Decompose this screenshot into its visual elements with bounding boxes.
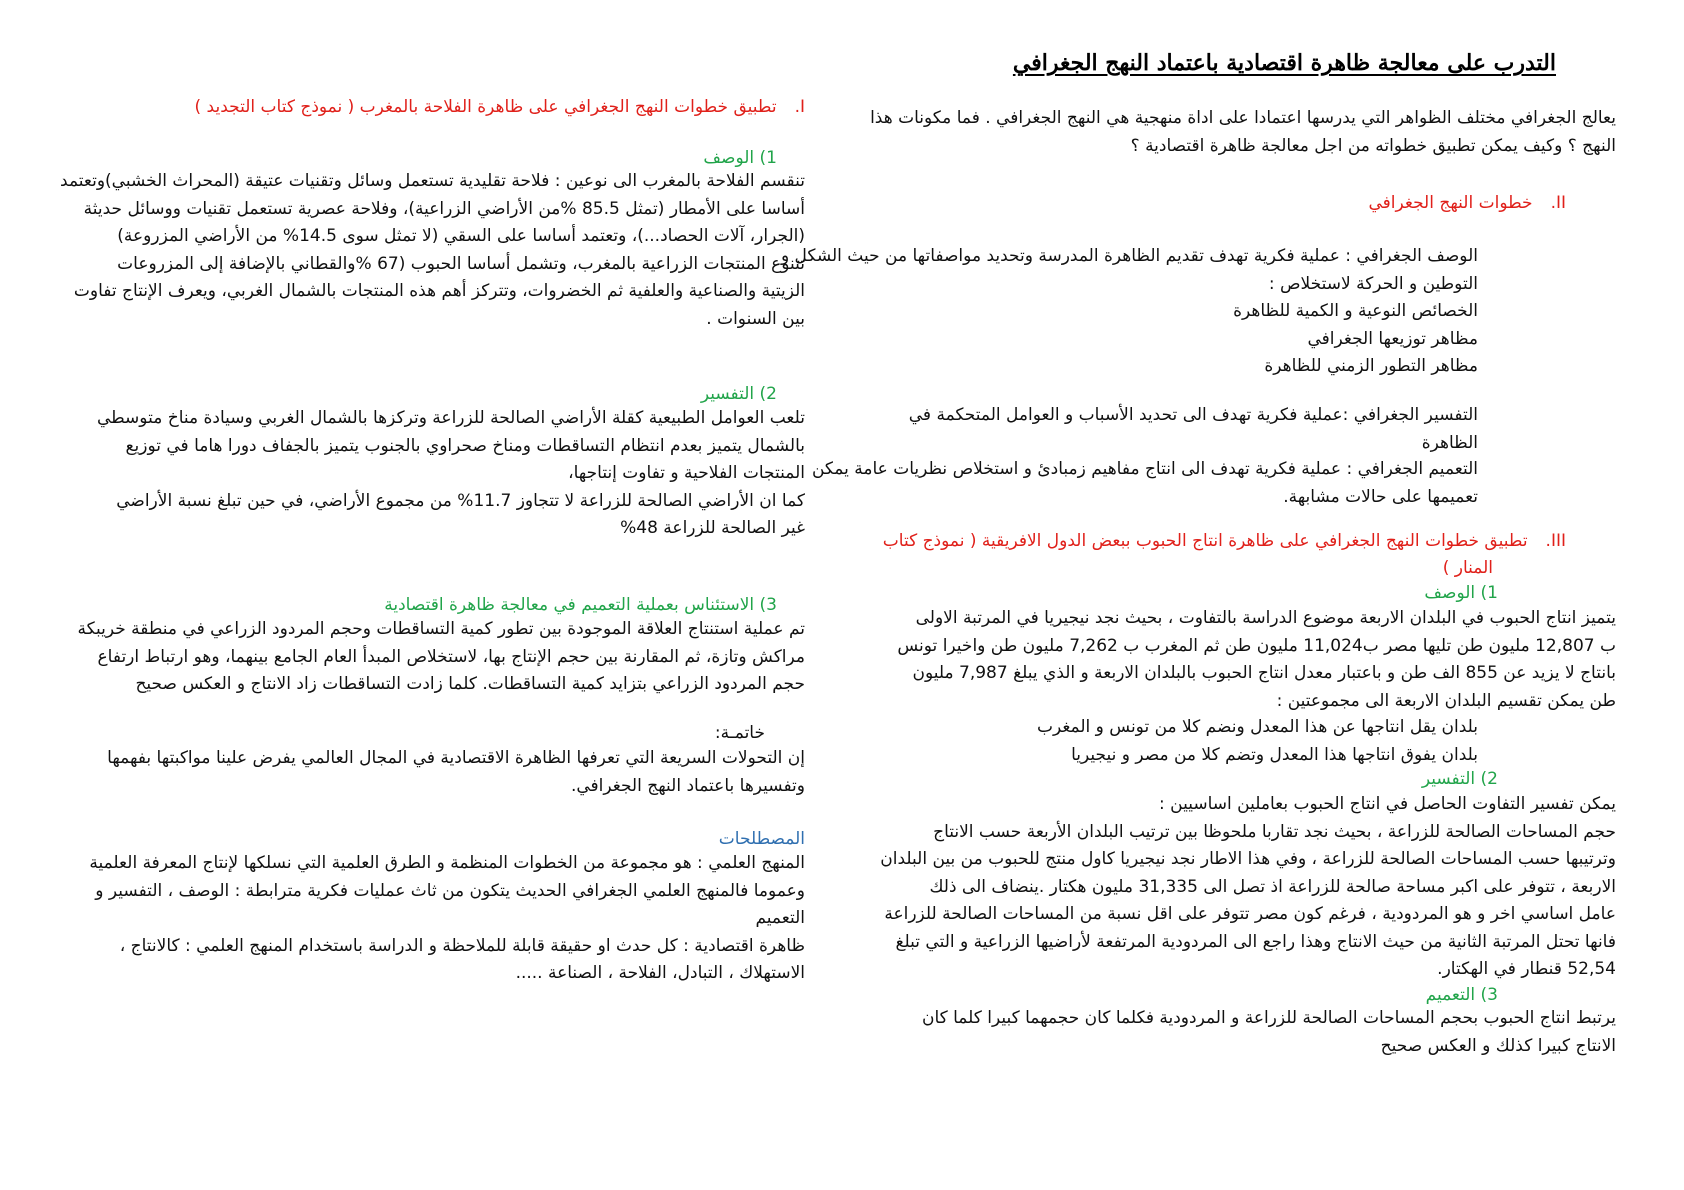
interpretation-definition: التفسير الجغرافي :عملية فكرية تهدف الى تحديد الأسباب و العوامل المتحكمة في الظاهرة (908, 405, 1478, 453)
text-line: وعموما فالمنهج العلمي الجغرافي الحديث يتكون من ثاث عمليات فكرية مترابطة : الوصف ، التفسير و (95, 880, 805, 901)
text-line: ظاهرة اقتصادية : كل حدث او حقيقة قابلة للملاحظة و الدراسة باستخدام المنهج العلمي : كالانتاج ، (119, 935, 805, 956)
page-title: التدرب على معالجة ظاهرة اقتصادية باعتماد النهج الجغرافي (1012, 50, 1556, 76)
terms-heading: المصطلحات (718, 829, 805, 849)
text-line: الخصائص النوعية و الكمية للظاهرة (1233, 301, 1478, 321)
text-line: عامل اساسي اخر و هو المردودية ، فرغم كون مصر تتوفر على اقل نسبة من المساحات الصالحة للزراعة (884, 904, 1616, 924)
text-line: تعميمها على حالات مشابهة. (1283, 486, 1478, 507)
country-groups (1037, 714, 1478, 769)
text-line: أساسا على الأمطار (تمثل 85.5 %من الأراضي الزراعية)، وفلاحة عصرية تستعمل تقنيات ووسائل حديثة (83, 198, 805, 219)
text-line: يمكن تفسير التفاوت الحاصل في انتاج الحبوب بعاملين اساسيين : (1159, 794, 1616, 814)
text-line: مظاهر توزيعها الجغرافي (1307, 328, 1478, 349)
text-line: تتنوع المنتجات الزراعية بالمغرب، وتشمل أساسا الحبوب (67 %والقطاني بالإضافة إلى المزروعات (117, 253, 805, 274)
section-number: III. (1545, 531, 1566, 551)
text-line: بين السنوات . (706, 308, 805, 329)
text-line: التوطين و الحركة لاستخلاص : (1268, 273, 1478, 294)
text-line: المنتجات الفلاحية و تفاوت إنتاجها، (568, 463, 805, 483)
text-line: النهج ؟ وكيف يمكن تطبيق خطواته من اجل معالجة ظاهرة اقتصادية ؟ (1130, 135, 1616, 156)
interpretation-paragraph (880, 791, 1616, 984)
text-line: يرتبط انتاج الحبوب بحجم المساحات الصالحة للزراعة و المردودية فكلما كان حجمهما كبيرا كلما كان (921, 1008, 1616, 1028)
text-line: 52,54 قنطار في الهكتار. (1437, 959, 1616, 979)
text-line: مراكش وتازة، ثم المقارنة بين حجم الإنتاج بها، لاستخلاص المبدأ العام الجامع بينهما، وهو ارتباط ارتفاع (97, 646, 805, 667)
list-item: بلدان يقل انتاجها عن هذا المعدل ونضم كلا من تونس و المغرب (1036, 717, 1478, 737)
text-line: بالشمال يتميز بعدم انتظام التساقطات ومناخ صحراوي بالجنوب يتميز بالجفاف دورا هاما في توزيع (125, 435, 805, 456)
text-line: وترتيبها حسب المساحات الصالحة للزراعة ، وفي هذا الاطار نجد نيجيريا كاول منتج للحبوب من بين البلدان (880, 849, 1616, 869)
conclusion-title: خاتمـة: (714, 723, 765, 743)
text-line: يتميز انتاج الحبوب في البلدان الاربعة موضوع الدراسة بالتفاوت ، بحيث نجد نيجيريا في المرتبة الاولى (915, 608, 1616, 628)
list-item: بلدان يفوق انتاجها هذا المعدل وتضم كلا من مصر و نيجيريا (1071, 744, 1478, 765)
description-paragraph (60, 168, 805, 333)
text-line: كما ان الأراضي الصالحة للزراعة لا تتجاوز 11.7% من مجموع الأراضي، في حين تبلغ نسبة الأراضي (116, 490, 805, 511)
text-line: يعالج الجغرافي مختلف الظواهر التي يدرسها اعتمادا على اداة منهجية هي النهج الجغرافي . فما مكونات هذا (870, 108, 1616, 128)
conclusion-paragraph (107, 745, 805, 800)
text-line: حجم المساحات الصالحة للزراعة ، بحيث نجد تقاربا ملحوظا بين ترتيب البلدان الأربعة حسب الانتاج (933, 821, 1616, 842)
text-line: التعميم الجغرافي : عملية فكرية تهدف الى انتاج مفاهيم زمبادئ و استخلاص نظريات عامة يمكن (811, 459, 1478, 479)
description-paragraph (897, 605, 1616, 715)
text-line: ب 12,807 مليون طن تليها مصر ب11,024 مليون طن ثم المغرب ب 7,262 مليون طن واخيرا تونس (897, 635, 1616, 656)
text-line (883, 528, 1566, 555)
text-line: مظاهر التطور الزمني للظاهرة (1264, 356, 1478, 376)
section-title: خطوات النهج الجغرافي (1368, 193, 1533, 213)
section-heading-ii (1368, 190, 1566, 217)
text-line: غير الصالحة للزراعة 48% (620, 518, 805, 538)
generalization-paragraph (77, 616, 805, 699)
text-line: إن التحولات السريعة التي تعرفها الظاهرة الاقتصادية في المجال العالمي يفرض علينا مواكبتها بفهمها (107, 748, 805, 768)
text-line: وتفسيرها باعتماد النهج الجغرافي. (570, 775, 805, 796)
text-line: الوصف الجغرافي : عملية فكرية تهدف تقديم الظاهرة المدرسة وتحديد مواصفاتها من حيث الشكل و (780, 246, 1478, 266)
terms-paragraph (89, 850, 805, 988)
text-line: التعميم (755, 908, 805, 928)
section-title: تطبيق خطوات النهج الجغرافي على ظاهرة انتاج الحبوب ببعض الدول الافريقية ( نموذج كتاب (882, 531, 1528, 551)
text-line: فانها تحتل المرتبة الثانية من حيث الانتاج وهذا راجع الى المردودية المرتفعة لأراضيها الزراعية و التي تبلغ (895, 931, 1616, 952)
subheading-interpretation: 2) التفسير (1421, 769, 1498, 789)
text-line: الزيتية والصناعية والعلفية ثم الخضروات، وتتركز أهم هذه المنتجات بالشمال الغربي، ويعرف الإنتاج تفاوت (73, 281, 805, 301)
text-line: الاستهلاك ، التبادل، الفلاحة ، الصناعة ..... (515, 963, 805, 983)
text-line: تلعب العوامل الطبيعية كقلة الأراضي الصالحة للزراعة وتركزها بالشمال الغربي وسيادة مناخ متوسطي (96, 408, 805, 428)
text-line: المنار ) (1442, 558, 1493, 578)
interpretation-paragraph (97, 405, 805, 543)
text-line: حجم المردود الزراعي بتزايد كمية التساقطات. كلما زادت التساقطات زاد الانتاج و العكس صحيح (135, 674, 805, 694)
description-definition (781, 243, 1478, 381)
generalization-definition (812, 456, 1478, 511)
intro-paragraph (870, 105, 1616, 160)
text-line: طن يمكن تقسيم البلدان الاربعة الى مجموعتين : (1276, 690, 1616, 711)
text-line: الاربعة ، تتوفر على اكبر مساحة صالحة للزراعة اذ تصل الى 31,335 مليون هكتار .ينضاف الى ذلك (929, 876, 1616, 897)
subheading-generalization: 3) التعميم (1425, 985, 1498, 1005)
section-number: II. (1550, 193, 1566, 213)
section-title: تطبيق خطوات النهج الجغرافي على ظاهرة الفلاحة بالمغرب ( نموذج كتاب التجديد ) (194, 97, 777, 117)
subheading-generalization: 3) الاستئناس بعملية التعميم في معالجة ظاهرة اقتصادية (384, 595, 777, 615)
generalization-paragraph (922, 1005, 1616, 1060)
text-line: تم عملية استنتاج العلاقة الموجودة بين تطور كمية التساقطات وحجم المردود الزراعي في منطقة خريبكة (77, 619, 805, 639)
text-line: بانتاج لا يزيد عن 855 الف طن و باعتبار معدل انتاج الحبوب بالبلدان الاربعة و الذي يبلغ 7,987 مليون (912, 663, 1616, 683)
subheading-description: 1) الوصف (1424, 583, 1498, 603)
section-number: I. (794, 97, 805, 117)
subheading-description: 1) الوصف (703, 148, 777, 168)
text-line: تنقسم الفلاحة بالمغرب الى نوعين : فلاحة تقليدية تستعمل وسائل وتقنيات عتيقة (المحراث الخشبي)وتعتمد (60, 171, 805, 191)
section-heading-i (195, 94, 805, 121)
text-line: الانتاج كبيرا كذلك و العكس صحيح (1380, 1035, 1616, 1056)
text-line: المنهج العلمي : هو مجموعة من الخطوات المنظمة و الطرق العلمية التي نسلكها لإنتاج المعرفة العلمية (89, 853, 805, 873)
section-heading-iii (883, 528, 1566, 582)
subheading-interpretation: 2) التفسير (700, 384, 777, 404)
text-line: (الجرار، آلات الحصاد...)، وتعتمد أساسا على السقي (لا تمثل سوى 14.5% من الأراضي المزروعة) (117, 226, 805, 246)
